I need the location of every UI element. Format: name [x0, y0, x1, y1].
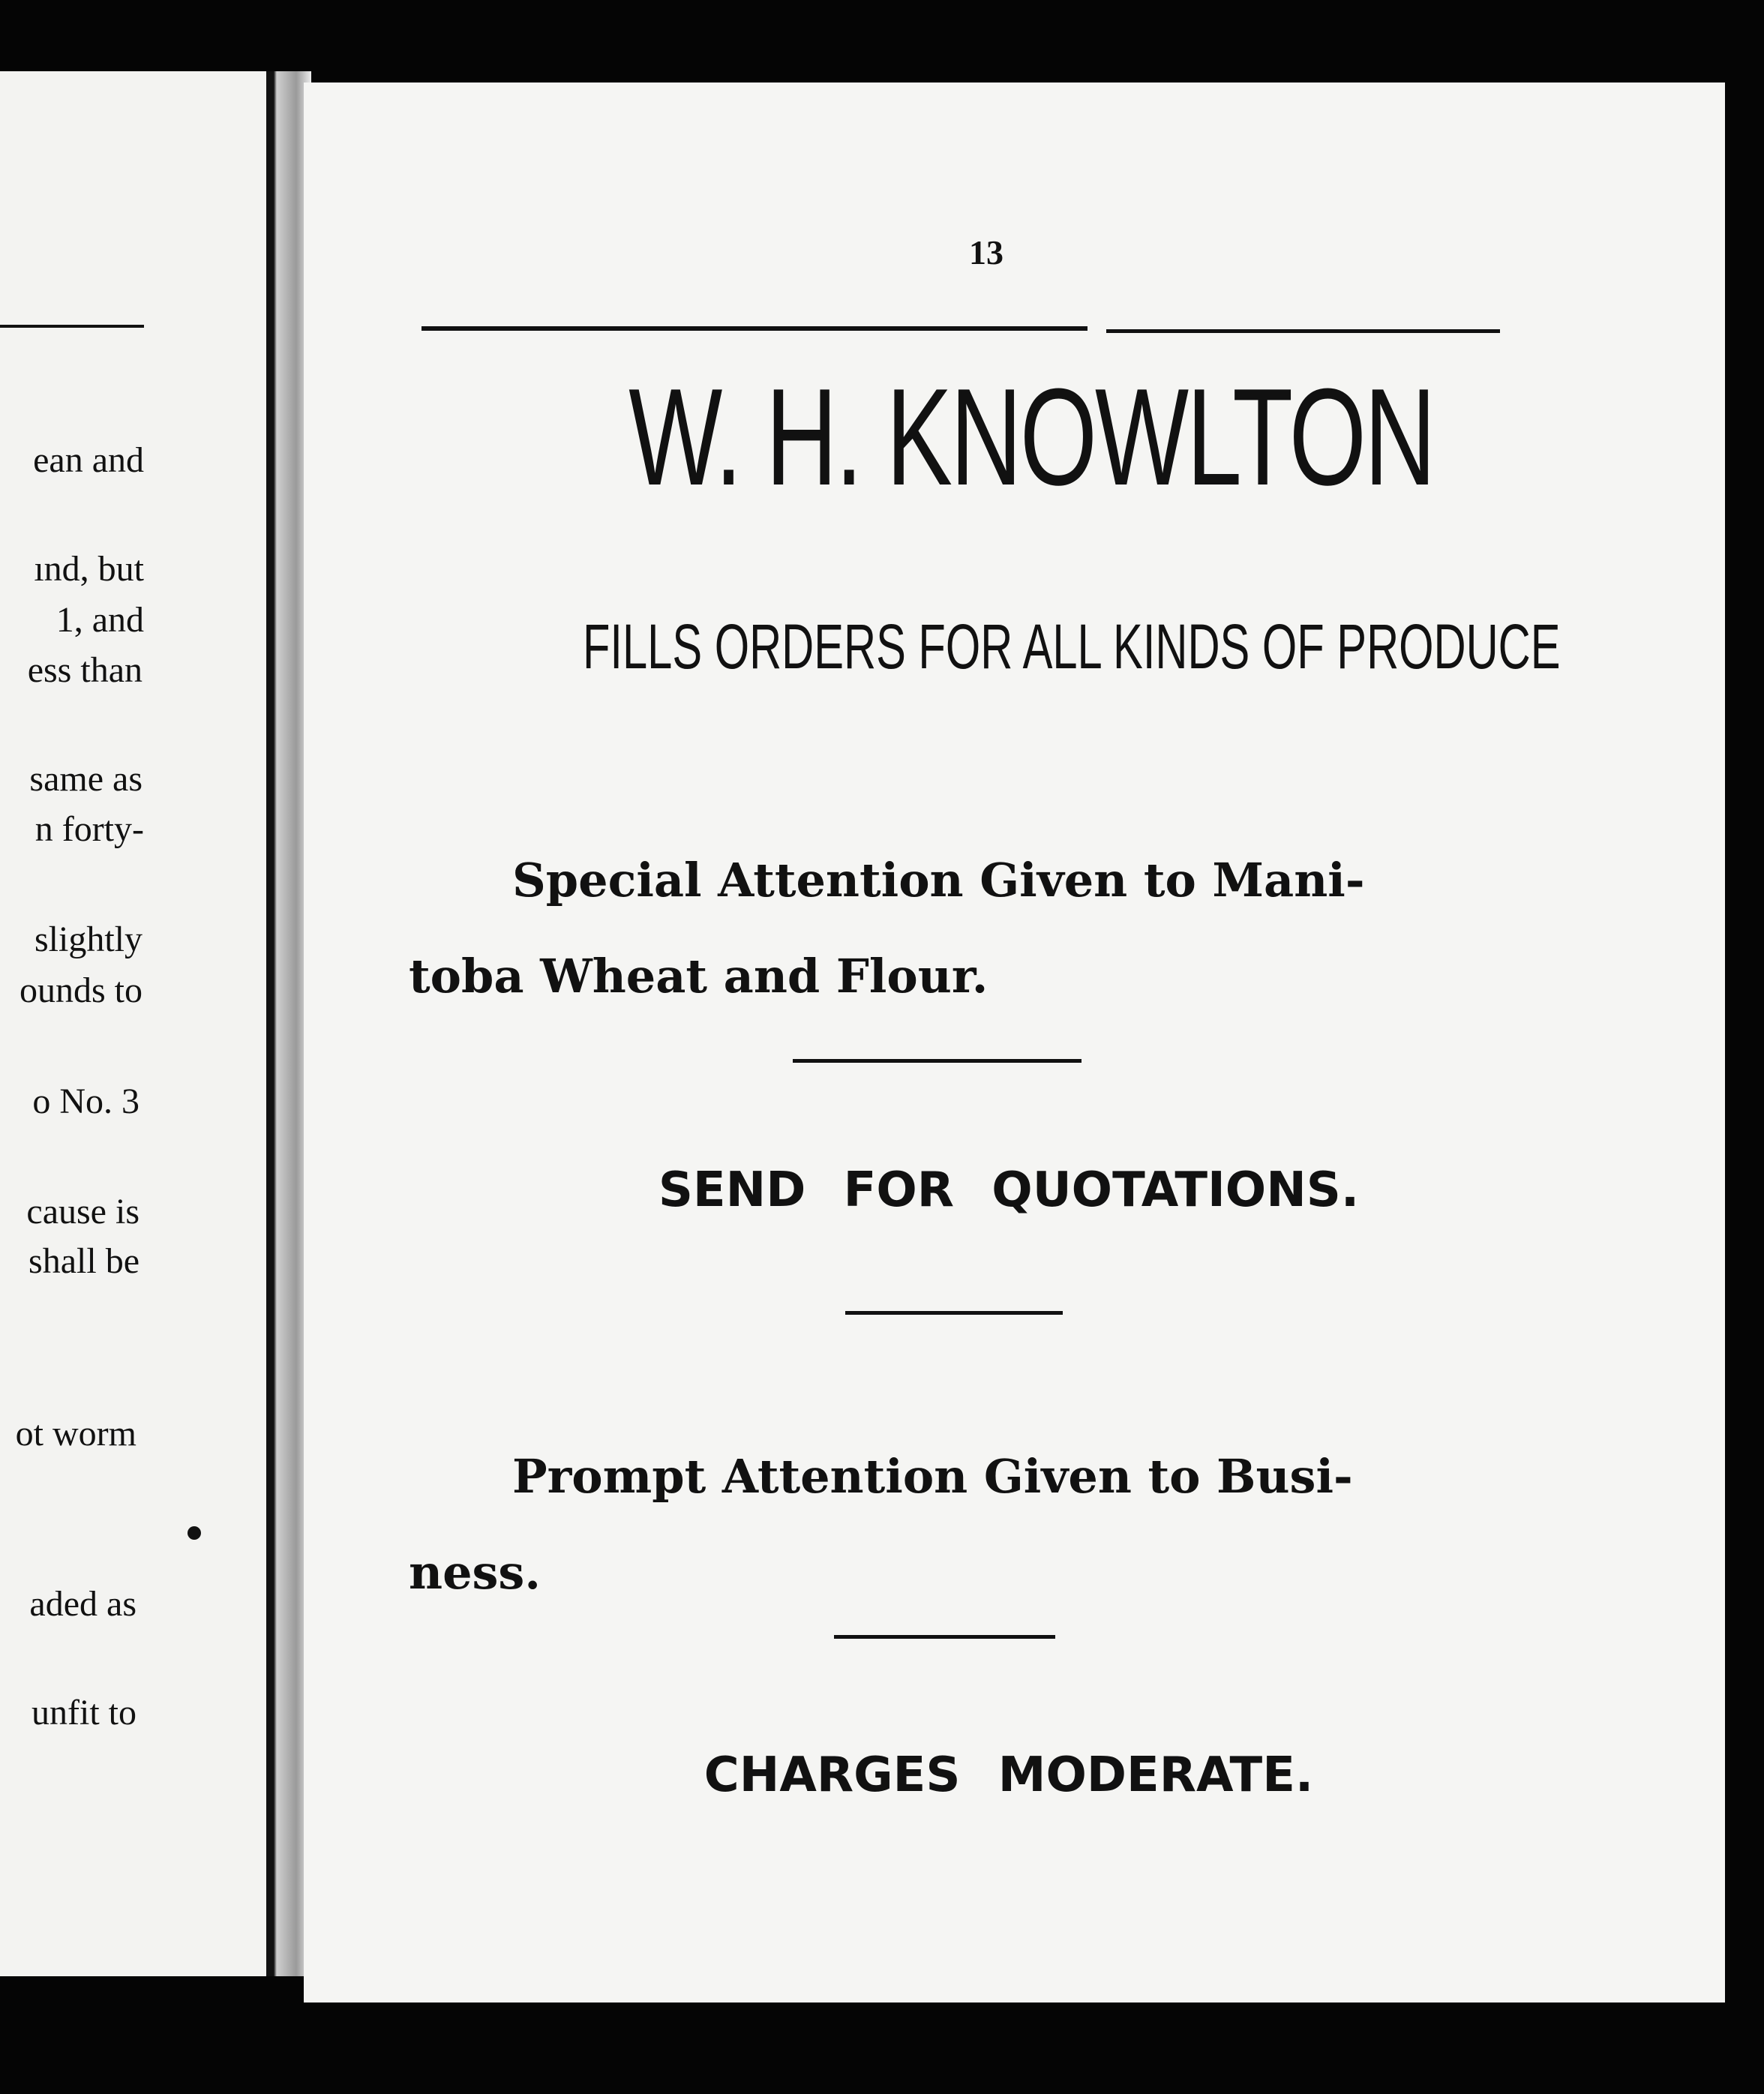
- left-text-line: aded as: [29, 1584, 136, 1624]
- left-text-line: cause is: [26, 1192, 140, 1232]
- left-page-fragment: [0, 71, 279, 1976]
- tagline: FILLS ORDERS FOR ALL KINDS OF PRODUCE: [583, 611, 1561, 682]
- left-text-line: shall be: [28, 1241, 140, 1281]
- charges-moderate: [409, 1748, 1609, 1803]
- divider-rule: [845, 1311, 1063, 1315]
- company-name: W. H. KNOWLTON: [628, 359, 1434, 514]
- top-rule-right: [1106, 329, 1500, 333]
- left-text-line: ess than: [27, 650, 142, 690]
- top-rule-left: [422, 326, 1088, 331]
- left-text-line: ounds to: [19, 970, 142, 1010]
- left-text-line: ot worm: [15, 1414, 136, 1454]
- left-text-line: unfit to: [32, 1693, 136, 1732]
- prompt-attention-line-1: Prompt Attention Given to Busi-: [512, 1449, 1353, 1504]
- page-number: 13: [969, 233, 1004, 272]
- ink-dot: [188, 1526, 201, 1540]
- special-attention-line-1: Special Attention Given to Mani-: [512, 853, 1365, 908]
- charges-moderate-text: CHARGES MODERATE.: [704, 1748, 1314, 1803]
- prompt-attention-paragraph: [409, 1429, 1609, 1621]
- left-page-rule: [0, 325, 144, 328]
- left-text-line: o No. 3: [32, 1082, 140, 1121]
- send-for-quotations-text: SEND FOR QUOTATIONS.: [658, 1162, 1360, 1218]
- special-attention-paragraph: [409, 832, 1609, 1024]
- right-page: [304, 82, 1725, 2002]
- send-for-quotations: [409, 1162, 1609, 1218]
- left-text-line: same as: [29, 759, 142, 799]
- prompt-attention-line-2: ness.: [409, 1545, 541, 1600]
- divider-rule: [834, 1635, 1055, 1639]
- left-text-line: n forty-: [34, 809, 144, 849]
- left-text-line: ean and: [33, 440, 144, 480]
- divider-rule: [793, 1059, 1082, 1063]
- left-text-line: slightly: [34, 920, 142, 959]
- special-attention-line-2: toba Wheat and Flour.: [409, 949, 988, 1004]
- left-text-line: ınd, but: [34, 549, 144, 589]
- left-text-line: 1, and: [56, 600, 144, 640]
